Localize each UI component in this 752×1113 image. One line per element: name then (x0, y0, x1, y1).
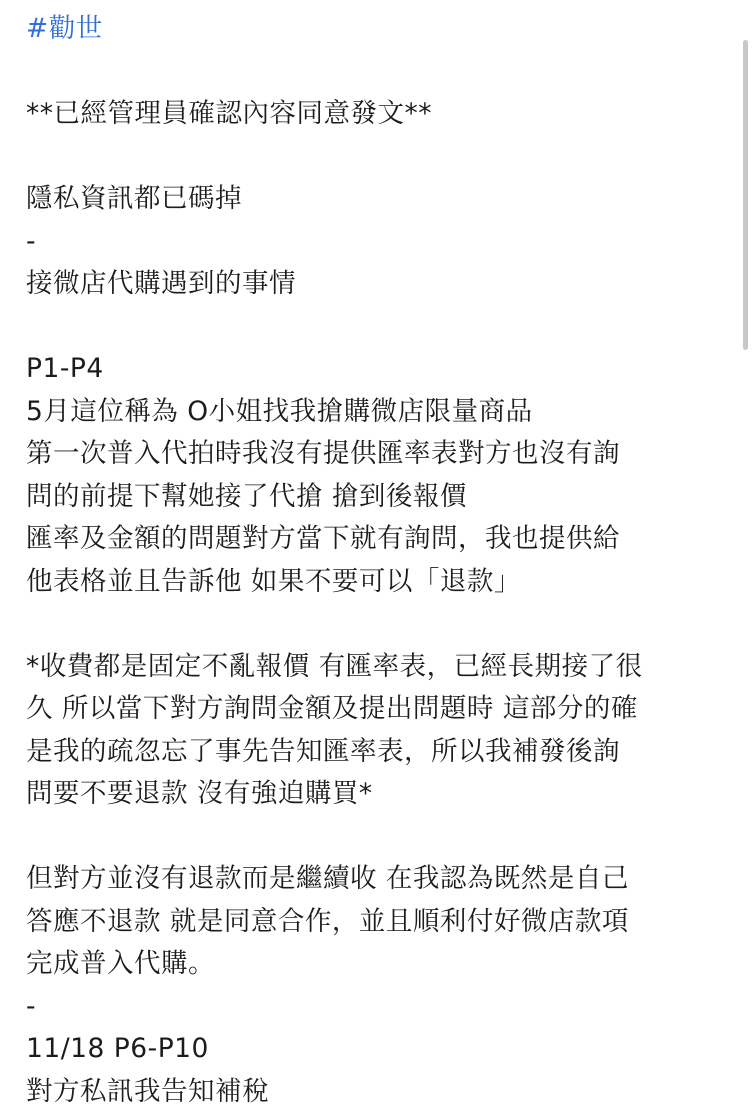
separator: - (26, 986, 726, 1029)
blank-line (26, 136, 726, 179)
blank-line (26, 51, 726, 94)
paragraph-line: 但對方並沒有退款而是繼續收 在我認為既然是自己 (26, 858, 726, 901)
paragraph-line: 他表格並且告訴他 如果不要可以「退款」 (26, 561, 726, 604)
paragraph-line: 5月這位稱為 O小姐找我搶購微店限量商品 (26, 391, 726, 434)
blank-line (26, 816, 726, 859)
hashtag-link[interactable]: #勸世 (26, 8, 726, 51)
blank-line (26, 306, 726, 349)
separator: - (26, 221, 726, 264)
paragraph-line: 久 所以當下對方詢問金額及提出問題時 這部分的確 (26, 688, 726, 731)
section-label: 11/18 P6-P10 (26, 1028, 726, 1071)
paragraph-line: 完成普入代購。 (26, 943, 726, 986)
privacy-note: 隱私資訊都已碼掉 (26, 178, 726, 221)
paragraph-line: 是我的疏忽忘了事先告知匯率表，所以我補發後詢 (26, 731, 726, 774)
paragraph-line: 問要不要退款 沒有強迫購買* (26, 773, 726, 816)
cut-off-line: 對方私訊我告知補稅 (26, 1071, 726, 1113)
paragraph-line: *收費都是固定不亂報價 有匯率表，已經長期接了很 (26, 646, 726, 689)
paragraph-line: 匯率及金額的問題對方當下就有詢問，我也提供給 (26, 518, 726, 561)
admin-note: **已經管理員確認內容同意發文** (26, 93, 726, 136)
paragraph-line: 第一次普入代拍時我沒有提供匯率表對方也沒有詢 (26, 433, 726, 476)
paragraph-line: 問的前提下幫她接了代搶 搶到後報價 (26, 476, 726, 519)
paragraph-line: 答應不退款 就是同意合作，並且順利付好微店款項 (26, 901, 726, 944)
intro-line: 接微店代購遇到的事情 (26, 263, 726, 306)
section-label: P1-P4 (26, 348, 726, 391)
scrollbar[interactable] (743, 40, 748, 350)
blank-line (26, 603, 726, 646)
post-body (26, 0, 726, 1113)
